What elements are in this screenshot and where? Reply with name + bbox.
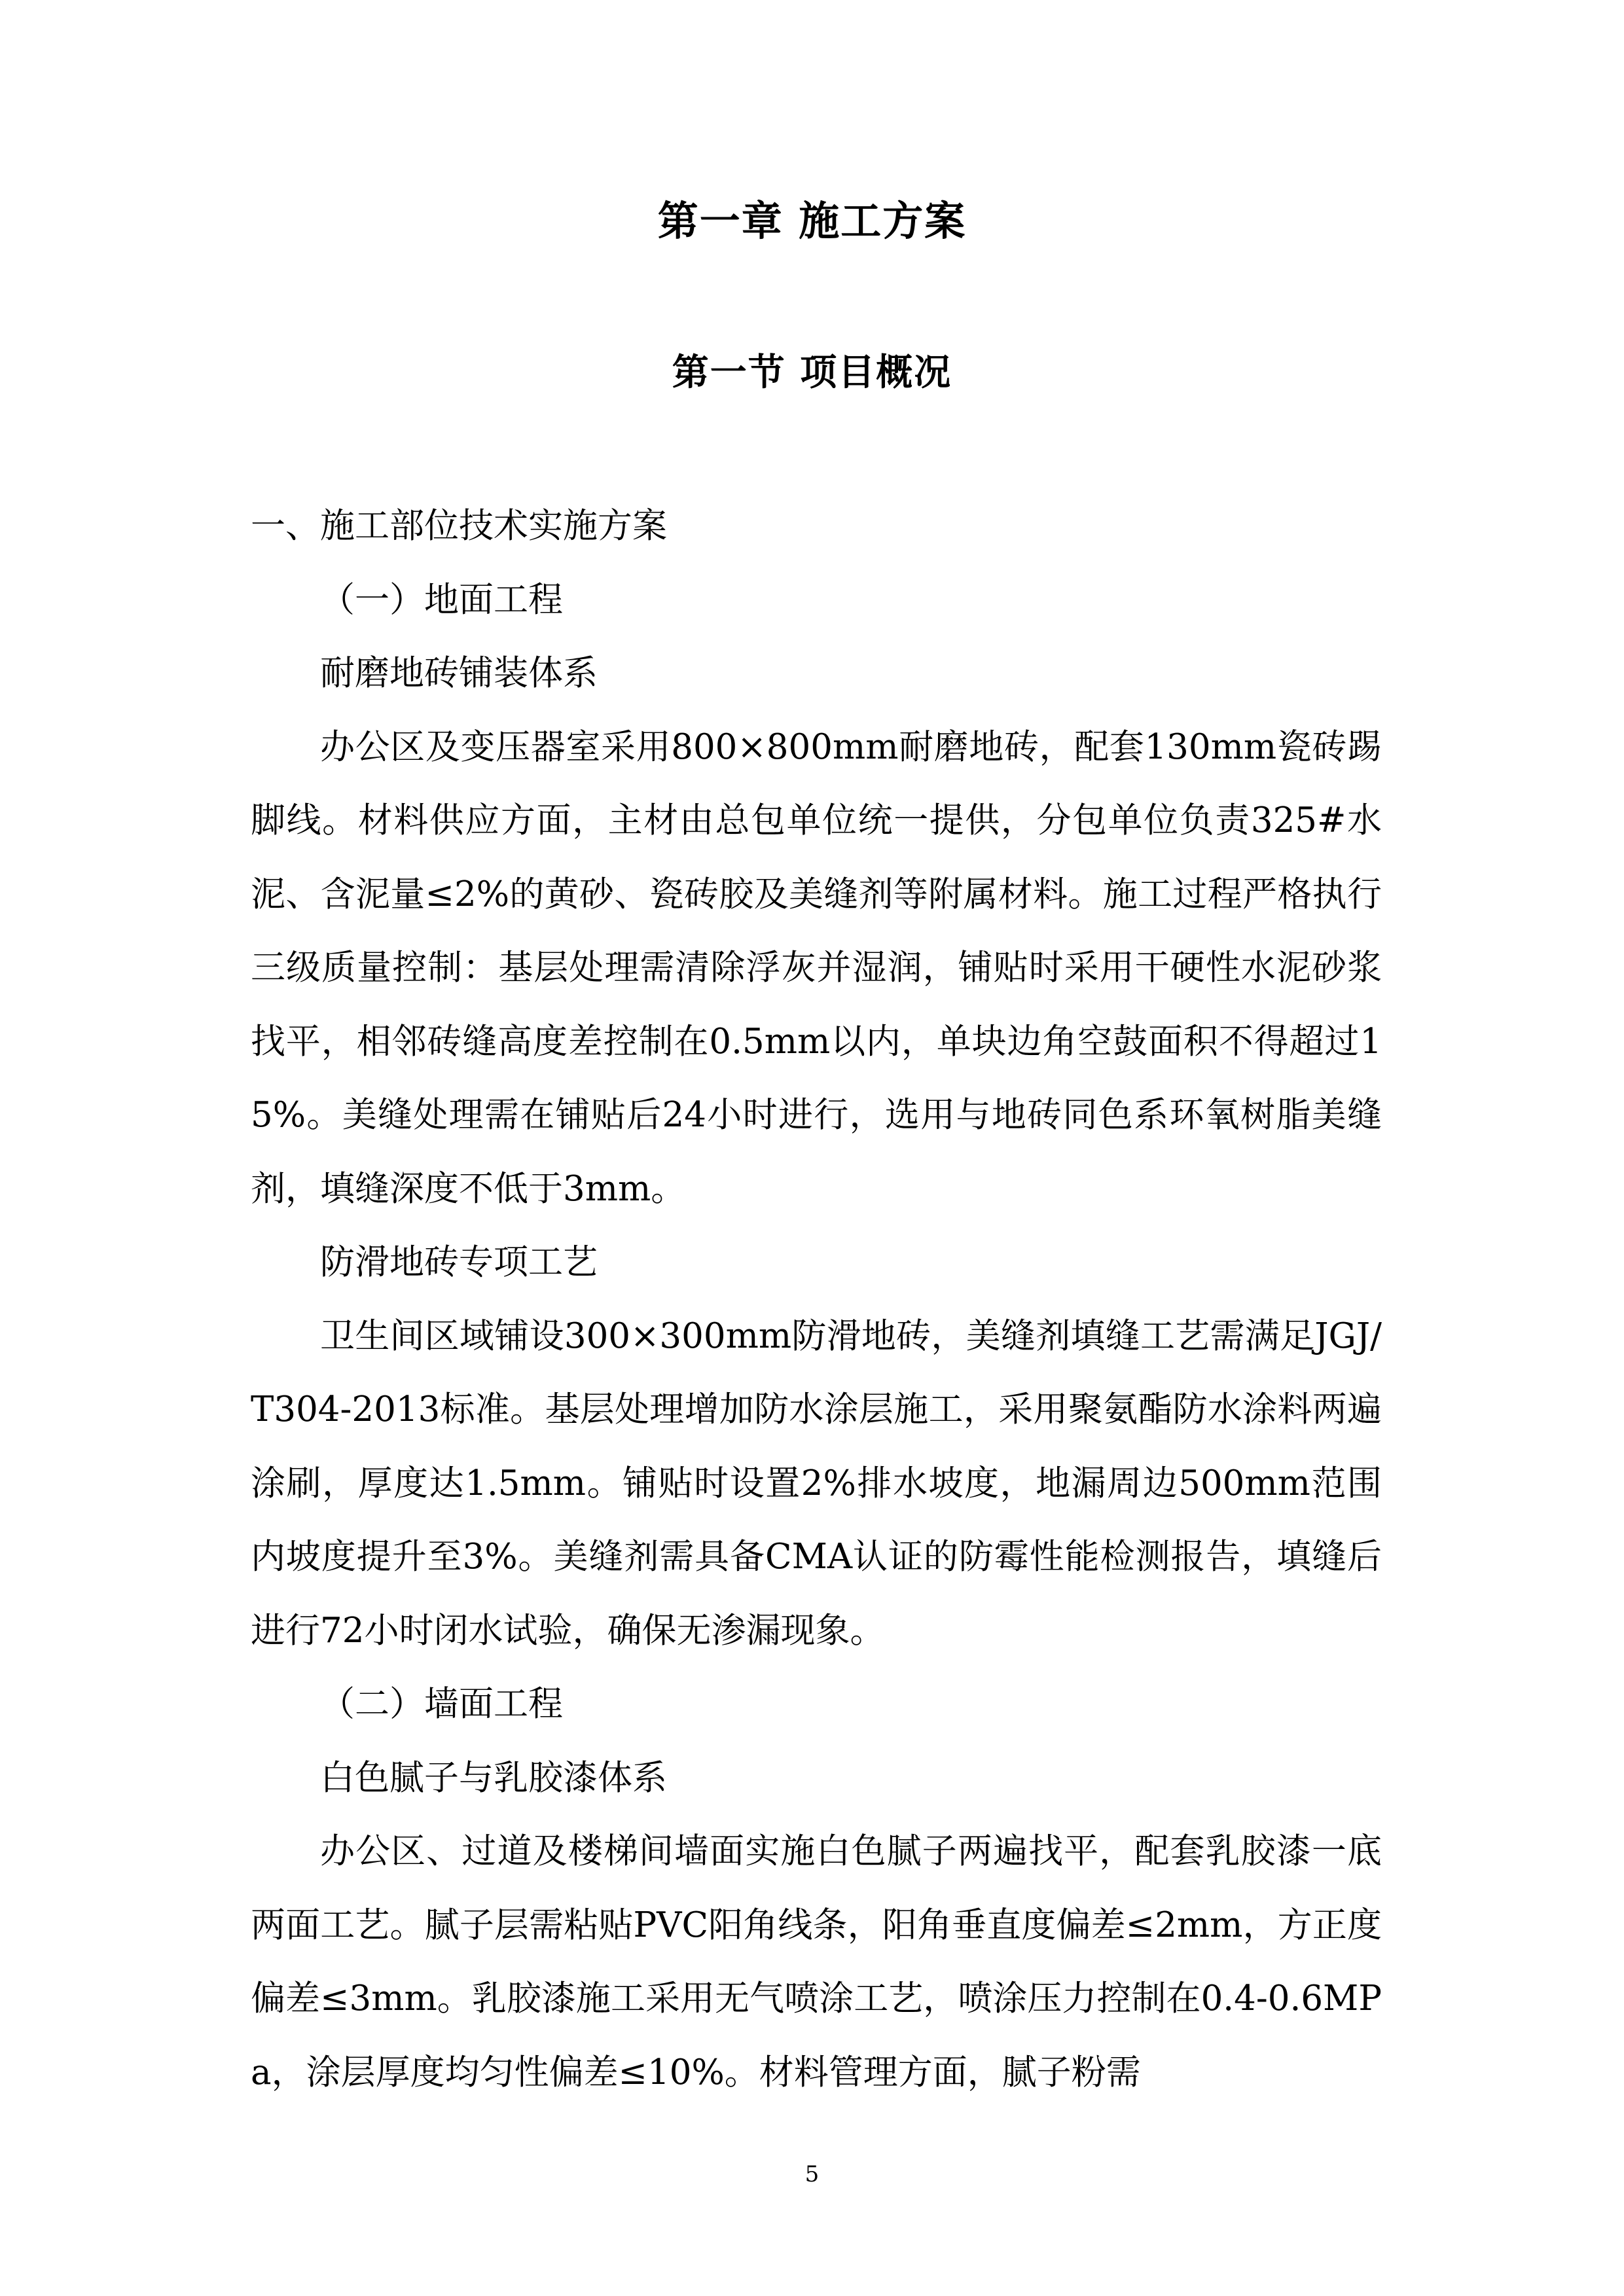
subheading-floor-works: （一）地面工程: [320, 579, 563, 620]
paragraph-anti-slip-tile: 卫生间区域铺设300×300mm防滑地砖，美缝剂填缝工艺需满足JGJ/T304-2013标准。基层处理增加防水涂层施工，采用聚氨酯防水涂料两遍涂刷，厚度达1.5mm。铺贴时设置2%排水坡度，地漏周边500mm范围内坡度提升至3%。美缝剂需具备CMA认证的防霉性能检测报告，填缝后进行72小时闭水试验，确保无渗漏现象。: [251, 1316, 1382, 1651]
section-title: 第一节 项目概况: [672, 351, 952, 394]
document-body: [251, 490, 1382, 2109]
paragraph-wear-resistant-tile: 办公区及变压器室采用800×800mm耐磨地砖，配套130mm瓷砖踢脚线。材料供应方面，主材由总包单位统一提供，分包单位负责325#水泥、含泥量≤2%的黄砂、瓷砖胶及美缝剂等附属材料。施工过程严格执行三级质量控制：基层处理需清除浮灰并湿润，铺贴时采用干硬性水泥砂浆找平，相邻砖缝高度差控制在0.5mm以内，单块边角空鼓面积不得超过15%。美缝处理需在铺贴后24小时进行，选用与地砖同色系环氧树脂美缝剂，填缝深度不低于3mm。: [251, 726, 1382, 1209]
paragraph-putty-latex-paint: 办公区、过道及楼梯间墙面实施白色腻子两遍找平，配套乳胶漆一底两面工艺。腻子层需粘贴PVC阳角线条，阳角垂直度偏差≤2mm，方正度偏差≤3mm。乳胶漆施工采用无气喷涂工艺，喷涂压力控制在0.4-0.6MPa，涂层厚度均匀性偏差≤10%。材料管理方面，腻子粉需: [251, 1831, 1382, 2092]
page-number: 5: [804, 2161, 820, 2187]
subheading-wall-works: （二）墙面工程: [320, 1684, 563, 1724]
topic-putty-latex-paint: 白色腻子与乳胶漆体系: [320, 1757, 667, 1798]
topic-wear-resistant-tile: 耐磨地砖铺装体系: [320, 653, 598, 693]
chapter-title: 第一章 施工方案: [657, 197, 967, 245]
heading-level-1: 一、施工部位技术实施方案: [251, 506, 667, 546]
topic-anti-slip-tile: 防滑地砖专项工艺: [320, 1242, 598, 1282]
